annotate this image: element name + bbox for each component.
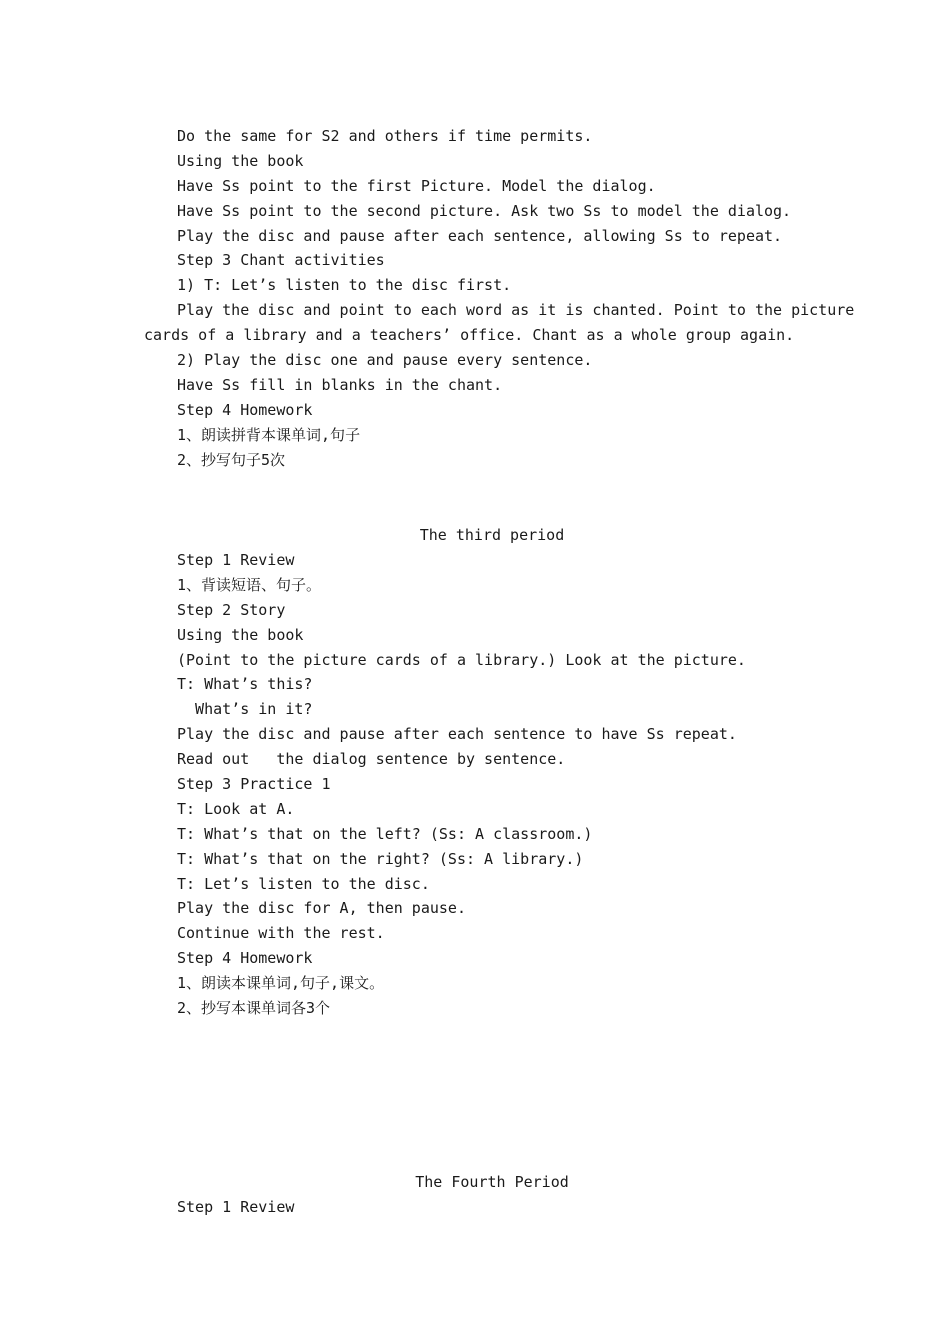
text-line: Step 3 Practice 1: [177, 775, 331, 794]
text-line: Step 3 Chant activities: [177, 251, 385, 270]
text-line: 2、抄写句子5次: [177, 450, 286, 469]
text-line: 1、朗读本课单词,句子,课文。: [177, 974, 385, 993]
lesson-section-second-period-continued: [144, 124, 855, 472]
text-line: T: What’s this?: [177, 675, 313, 694]
text-line: 1、朗读拼背本课单词,句子: [177, 425, 361, 444]
text-line: Using the book: [177, 151, 304, 170]
text-line: Play the disc and pause after each sentence to have Ss repeat.: [177, 725, 737, 744]
lesson-section-third-period: [144, 548, 824, 1021]
text-line: Step 2 Story: [177, 600, 286, 619]
section-title-third-period: The third period: [419, 526, 565, 544]
section-title-fourth-period: The Fourth Period: [415, 1173, 569, 1191]
text-line: 2) Play the disc one and pause every sentence.: [177, 351, 593, 370]
text-line: Step 1 Review: [177, 551, 295, 569]
text-line: T: What’s that on the right? (Ss: A library.): [177, 849, 584, 868]
text-line: (Point to the picture cards of a library.) Look at the picture.: [177, 650, 746, 669]
text-line: Play the disc and point to each word as it is chanted. Point to the picture: [177, 301, 855, 320]
text-line: T: What’s that on the left? (Ss: A classroom.): [177, 824, 593, 843]
text-line: Using the book: [177, 625, 304, 644]
text-line: Step 4 Homework: [177, 400, 313, 419]
text-line: Play the disc and pause after each sentence, allowing Ss to repeat.: [177, 226, 783, 245]
text-line: Read out the dialog sentence by sentence.: [177, 750, 566, 769]
text-line: T: Let’s listen to the disc.: [177, 874, 430, 893]
text-line: Do the same for S2 and others if time permits.: [177, 127, 593, 145]
lesson-section-fourth-period: [144, 1195, 824, 1220]
text-line: cards of a library and a teachers’ office. Chant as a whole group again.: [144, 326, 795, 345]
text-line: Step 1 Review: [177, 1198, 295, 1216]
text-line: Have Ss point to the second picture. Ask two Ss to model the dialog.: [177, 201, 792, 220]
text-line: Have Ss point to the first Picture. Model the dialog.: [177, 176, 656, 195]
text-line: 1、背读短语、句子。: [177, 575, 322, 594]
text-line: Step 4 Homework: [177, 949, 313, 968]
text-line: Continue with the rest.: [177, 924, 385, 943]
text-line: 2、抄写本课单词各3个: [177, 999, 331, 1018]
text-line: T: Look at A.: [177, 799, 295, 818]
text-line: Play the disc for A, then pause.: [177, 899, 466, 918]
text-line: Have Ss fill in blanks in the chant.: [177, 375, 503, 394]
text-line: What’s in it?: [177, 700, 313, 719]
text-line: 1) T: Let’s listen to the disc first.: [177, 276, 512, 295]
